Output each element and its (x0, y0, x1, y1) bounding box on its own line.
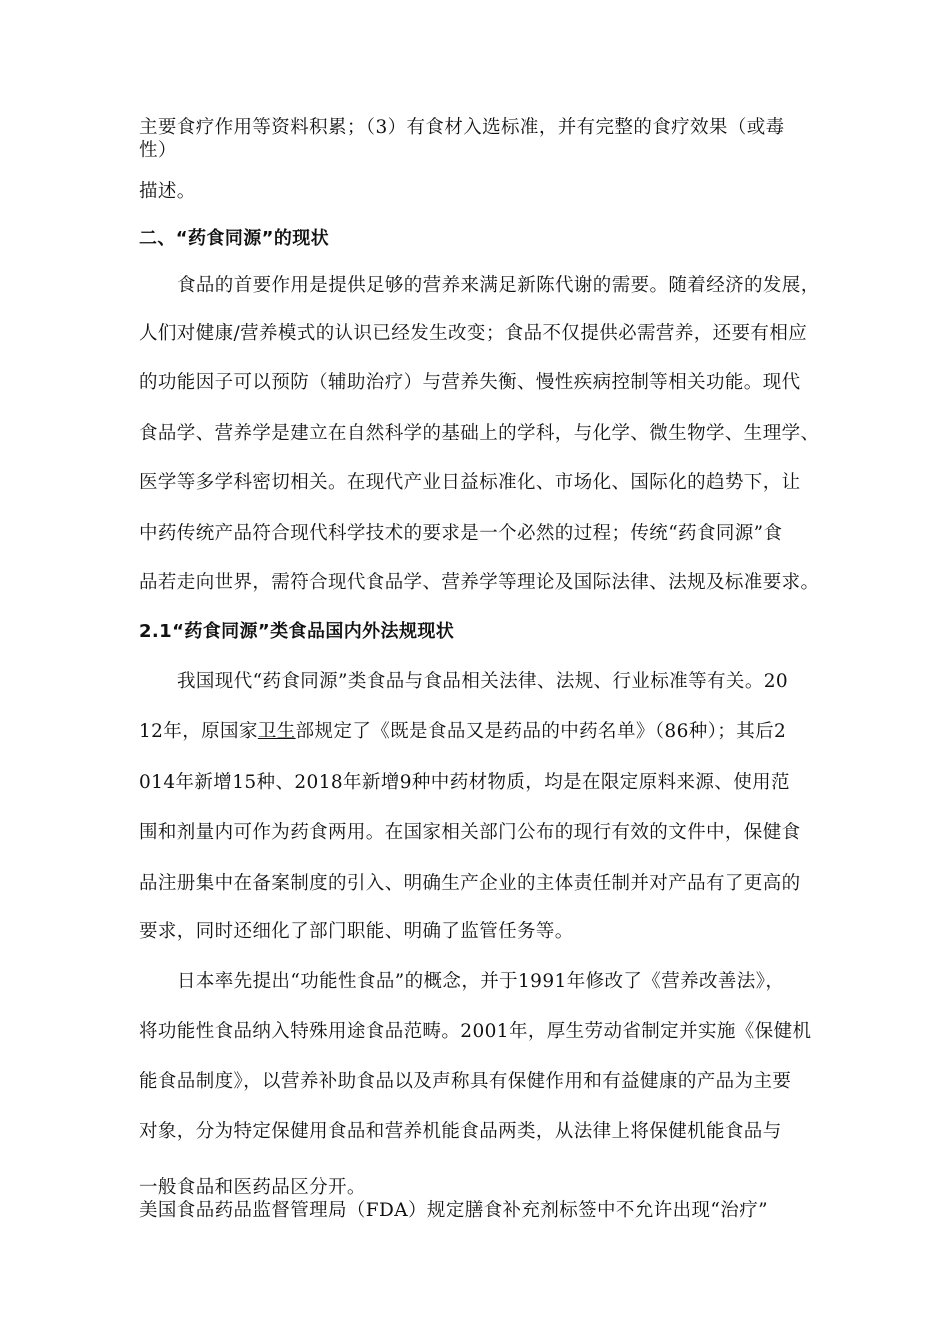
paragraph-line: 将功能性食品纳入特殊用途食品范畴。2001年，厚生劳动省制定并实施《保健机 (139, 1021, 812, 1042)
paragraph-line: 我国现代“药食同源”类食品与食品相关法律、法规、行业标准等有关。20 (177, 671, 789, 692)
paragraph-line: 医学等多学科密切相关。在现代产业日益标准化、市场化、国际化的趋势下，让 (139, 472, 801, 493)
paragraph-line: 能食品制度》，以营养补助食品以及声称具有保健作用和有益健康的产品为主要 (139, 1071, 792, 1092)
paragraph-line: 人们对健康/营养模式的认识已经发生改变；食品不仅提供必需营养，还要有相应 (139, 323, 808, 344)
intro-line-1: 主要食疗作用等资料积累；（3）有食材入选标准，并有完整的食疗效果（或毒 (139, 117, 785, 138)
paragraph-line: 品若走向世界，需符合现代食品学、营养学等理论及国际法律、法规及标准要求。 (139, 572, 820, 593)
paragraph-line: 014年新增15种、2018年新增9种中药材物质，均是在限定原料来源、使用范 (139, 772, 790, 793)
paragraph-line: 对象，分为特定保健用食品和营养机能食品两类，从法律上将保健机能食品与 (139, 1121, 782, 1142)
paragraph-line: 一般食品和医药品区分开。 (139, 1177, 366, 1198)
paragraph-line: 围和剂量内可作为药食两用。在国家相关部门公布的现行有效的文件中，保健食 (139, 822, 801, 843)
paragraph-line: 食品的首要作用是提供足够的营养来满足新陈代谢的需要。随着经济的发展， (177, 275, 820, 296)
paragraph-line: 的功能因子可以预防（辅助治疗）与营养失衡、慢性疾病控制等相关功能。现代 (139, 372, 801, 393)
text-span: 部规定了《既是食品又是药品的中药名单》（86种）；其后2 (295, 721, 787, 742)
intro-line-3: 描述。 (139, 181, 196, 202)
paragraph-line: 日本率先提出“功能性食品”的概念，并于1991年修改了《营养改善法》， (177, 971, 785, 992)
paragraph-line: 要求，同时还细化了部门职能、明确了监管任务等。 (139, 921, 574, 942)
paragraph-line: 品注册集中在备案制度的引入、明确生产企业的主体责任制并对产品有了更高的 (139, 873, 801, 894)
section-2-heading: 二、“药食同源”的现状 (139, 228, 330, 249)
text-span: 12年，原国家 (139, 721, 258, 742)
paragraph-line (139, 720, 839, 744)
paragraph-line: 中药传统产品符合现代科学技术的要求是一个必然的过程；传统“药食同源”食 (139, 523, 783, 544)
paragraph-line: 美国食品药品监督管理局（FDA）规定膳食补充剂标签中不允许出现“治疗” (139, 1200, 768, 1221)
paragraph-line: 食品学、营养学是建立在自然科学的基础上的学科，与化学、微生物学、生理学、 (139, 423, 820, 444)
underlined-term: 卫生 (257, 721, 296, 742)
intro-line-2: 性） (139, 140, 177, 161)
section-2-1-heading: 2.1“药食同源”类食品国内外法规现状 (139, 621, 455, 642)
